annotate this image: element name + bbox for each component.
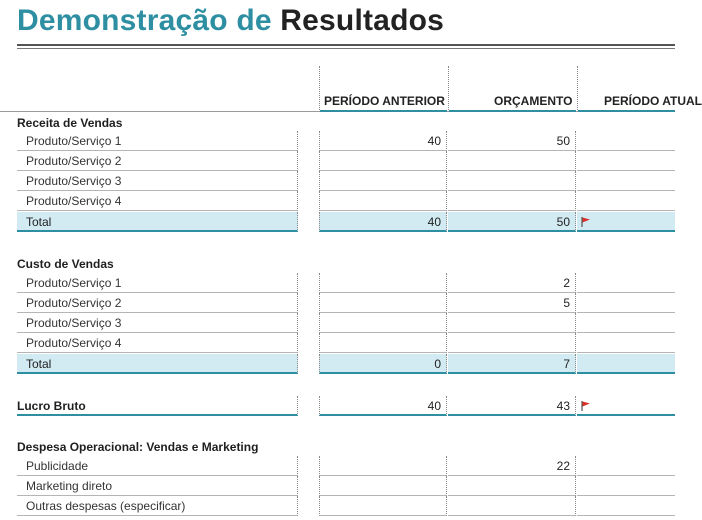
- column-guide: [319, 66, 320, 110]
- table-row: [17, 333, 675, 353]
- table-row: [17, 293, 675, 313]
- section-title-receita: Receita de Vendas: [17, 116, 123, 130]
- cell-periodo-anterior[interactable]: 40: [319, 131, 447, 151]
- column-header-periodo-anterior[interactable]: PERÍODO ANTERIOR: [324, 94, 445, 108]
- flag-icon: [580, 216, 592, 228]
- table-row: [17, 191, 675, 211]
- cell-periodo-anterior[interactable]: [319, 476, 447, 496]
- cell-orcamento[interactable]: 5: [448, 293, 576, 313]
- cell-periodo-anterior[interactable]: [319, 191, 447, 211]
- row-label: Produto/Serviço 1: [17, 273, 298, 293]
- cell-orcamento[interactable]: [448, 191, 576, 211]
- column-header-orcamento[interactable]: ORÇAMENTO: [494, 94, 573, 108]
- section-title-despesa: Despesa Operacional: Vendas e Marketing: [17, 440, 259, 454]
- cell-periodo-anterior[interactable]: [319, 293, 447, 313]
- column-underline: [449, 110, 576, 112]
- cell-orcamento[interactable]: [448, 333, 576, 353]
- table-row: [17, 313, 675, 333]
- title-part2: Resultados: [280, 4, 445, 37]
- total-orcamento[interactable]: 7: [448, 354, 576, 374]
- row-label: Produto/Serviço 4: [17, 333, 298, 353]
- gross-profit-label: Lucro Bruto: [17, 396, 298, 416]
- column-guide: [448, 66, 449, 110]
- cell-periodo-atual[interactable]: [577, 273, 675, 293]
- cell-periodo-anterior[interactable]: [319, 171, 447, 191]
- gross-profit-periodo-atual[interactable]: [577, 396, 675, 416]
- table-row: [17, 151, 675, 171]
- flag-icon: [580, 400, 592, 412]
- column-underline: [578, 110, 675, 112]
- row-label: Publicidade: [17, 456, 298, 476]
- column-guide: [577, 66, 578, 110]
- gross-profit-periodo-anterior[interactable]: 40: [319, 396, 447, 416]
- cell-periodo-anterior[interactable]: [319, 456, 447, 476]
- cell-orcamento[interactable]: [448, 171, 576, 191]
- total-periodo-atual[interactable]: [577, 212, 675, 232]
- cell-periodo-anterior[interactable]: [319, 151, 447, 171]
- cell-orcamento[interactable]: 50: [448, 131, 576, 151]
- row-label: Produto/Serviço 4: [17, 191, 298, 211]
- table-row: [17, 496, 675, 516]
- total-label: Total: [17, 212, 298, 232]
- column-header-periodo-atual[interactable]: PERÍODO ATUAL: [604, 94, 702, 108]
- title-rule-thin: [17, 48, 675, 49]
- total-label: Total: [17, 354, 298, 374]
- title-rule: [17, 44, 675, 46]
- cell-orcamento[interactable]: 2: [448, 273, 576, 293]
- gross-profit-row: [17, 396, 675, 416]
- cell-orcamento[interactable]: 22: [448, 456, 576, 476]
- table-row: [17, 273, 675, 293]
- cell-periodo-atual[interactable]: [577, 333, 675, 353]
- total-orcamento[interactable]: 50: [448, 212, 576, 232]
- row-label: Produto/Serviço 1: [17, 131, 298, 151]
- cell-periodo-anterior[interactable]: [319, 313, 447, 333]
- row-label: Produto/Serviço 3: [17, 313, 298, 333]
- cell-periodo-atual[interactable]: [577, 313, 675, 333]
- total-periodo-atual[interactable]: [577, 354, 675, 374]
- gross-profit-orcamento[interactable]: 43: [448, 396, 576, 416]
- table-row: [17, 476, 675, 496]
- title-part1: Demonstração de: [17, 4, 272, 37]
- cell-periodo-atual[interactable]: [577, 293, 675, 313]
- total-periodo-anterior[interactable]: 0: [319, 354, 447, 374]
- row-label: Produto/Serviço 2: [17, 151, 298, 171]
- cell-periodo-anterior[interactable]: [319, 273, 447, 293]
- row-label: Produto/Serviço 3: [17, 171, 298, 191]
- cell-periodo-anterior[interactable]: [319, 496, 447, 516]
- cell-periodo-atual[interactable]: [577, 476, 675, 496]
- table-row: [17, 171, 675, 191]
- column-underline: [320, 110, 447, 112]
- cell-periodo-atual[interactable]: [577, 131, 675, 151]
- page-title: [17, 4, 444, 38]
- cell-orcamento[interactable]: [448, 476, 576, 496]
- cell-periodo-atual[interactable]: [577, 456, 675, 476]
- cell-periodo-atual[interactable]: [577, 496, 675, 516]
- row-label: Produto/Serviço 2: [17, 293, 298, 313]
- total-row: [17, 354, 675, 374]
- section-title-custo: Custo de Vendas: [17, 257, 114, 271]
- cell-periodo-anterior[interactable]: [319, 333, 447, 353]
- total-row: [17, 212, 675, 232]
- cell-periodo-atual[interactable]: [577, 171, 675, 191]
- cell-periodo-atual[interactable]: [577, 151, 675, 171]
- cell-orcamento[interactable]: [448, 496, 576, 516]
- table-row: [17, 131, 675, 151]
- table-row: [17, 456, 675, 476]
- row-label: Marketing direto: [17, 476, 298, 496]
- cell-periodo-atual[interactable]: [577, 191, 675, 211]
- cell-orcamento[interactable]: [448, 313, 576, 333]
- total-periodo-anterior[interactable]: 40: [319, 212, 447, 232]
- cell-orcamento[interactable]: [448, 151, 576, 171]
- row-label: Outras despesas (especificar): [17, 496, 298, 516]
